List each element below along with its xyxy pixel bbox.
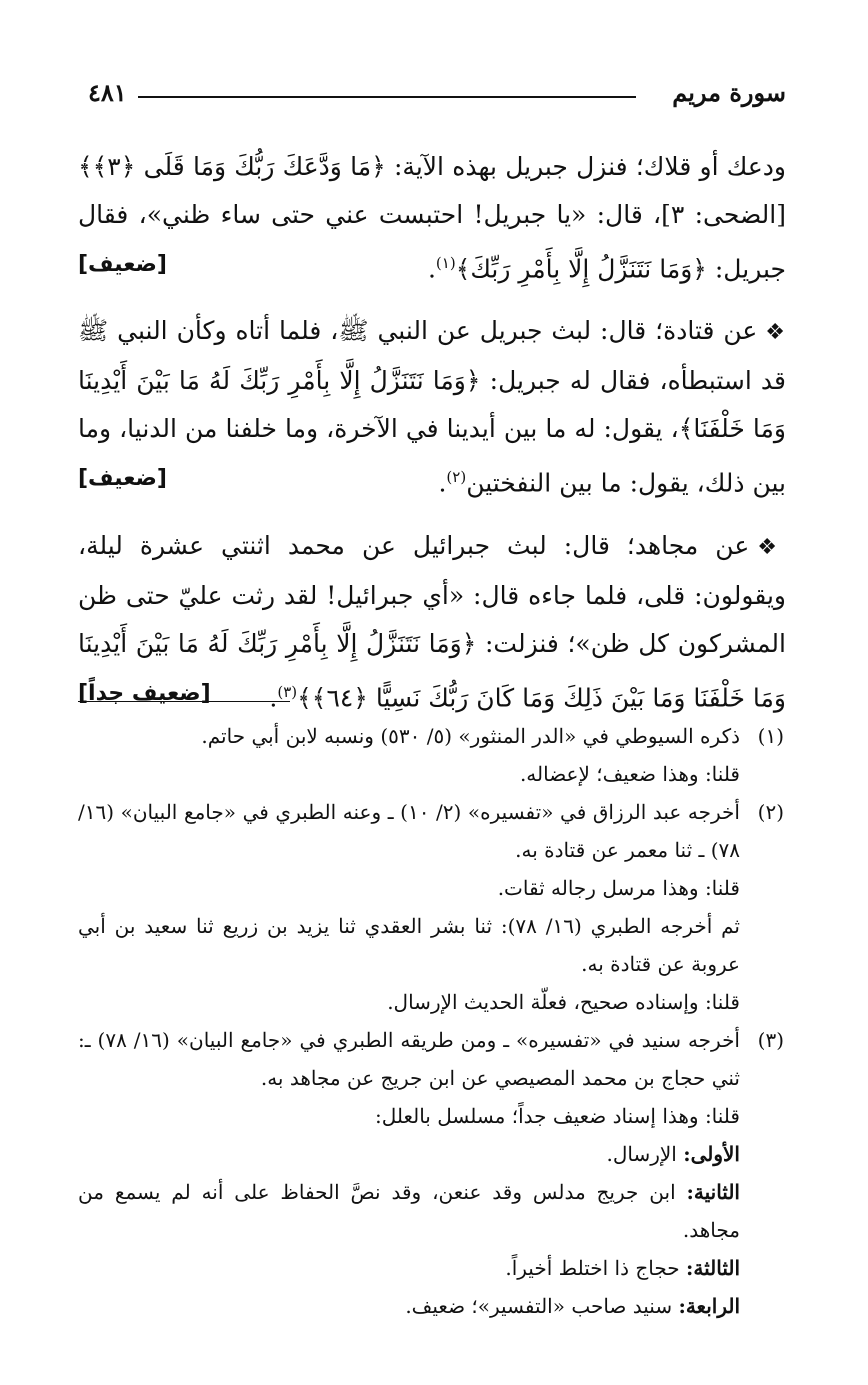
text: .: [269, 682, 278, 712]
item-text: حجاج ذا اختلط أخيراً.: [505, 1256, 686, 1280]
hadith-grade: [ضعيف]: [78, 466, 167, 492]
bullet-icon: ❖: [765, 320, 786, 346]
running-header: [88, 74, 786, 114]
item-label: الرابعة:: [678, 1294, 740, 1318]
footnote-line: قلنا: وهذا إسناد ضعيف جداً؛ مسلسل بالعلل:: [374, 1104, 740, 1128]
footnote-item: [78, 1249, 740, 1287]
footnote-line: قلنا: وهذا مرسل رجاله ثقات.: [497, 876, 740, 900]
text: .: [438, 468, 447, 498]
item-text: الإرسال.: [606, 1142, 684, 1166]
paragraph-3: [78, 522, 786, 722]
hadith-grade: [ضعيف]: [78, 252, 167, 277]
footnote-line: أخرجه عبد الرزاق في «تفسيره» (٢/ ١٠) ـ وعنه الطبري في «جامع البيان» (١٦/ ٧٨) ـ ثنا معمر عن قتادة به.: [78, 800, 740, 862]
footnote-separator: [78, 701, 290, 702]
footnote-line: ذكره السيوطي في «الدر المنثور» (٥/ ٥٣٠) ونسبه لابن أبي حاتم.: [201, 724, 740, 748]
main-text: [78, 143, 786, 736]
surah-title: سورة مريم: [672, 78, 786, 107]
footnote-item: [78, 1287, 740, 1325]
paragraph-2: [78, 307, 786, 507]
footnote-line: قلنا: وإسناده صحيح، فعلّة الحديث الإرسال.: [387, 990, 740, 1014]
footnote-3: [78, 1021, 784, 1325]
footnote-ref: (٣): [277, 682, 298, 701]
item-text: ابن جريج مدلس وقد عنعن، وقد نصَّ الحفاظ على أنه لم يسمع من مجاهد.: [78, 1180, 740, 1242]
quran-verse: ﴿مَا وَدَّعَكَ رَبُّكَ وَمَا قَلَى ﴿٣﴾﴾: [78, 152, 386, 181]
quran-verse: ﴿وَمَا نَتَنَزَّلُ إِلَّا بِأَمْرِ رَبِّكَ لَهُ مَا بَيْنَ أَيْدِينَا وَمَا خَلْفَنَا﴾: [78, 366, 786, 444]
footnote-1: [78, 717, 784, 793]
text: ، يقول: له ما بين أيدينا في الآخرة، وما خلفنا من الدنيا، وما بين ذلك، يقول: ما بين النفختين: [78, 414, 786, 498]
text: عن مجاهد؛ قال: لبث جبرائيل عن محمد اثنتي عشرة ليلة، ويقولون: قلى، فلما جاءه قال: «أي جبرائيل! لقد رثت عليّ حتى ظن المشركون كل ظن»؛ فنزلت:: [78, 530, 786, 658]
footnote-ref: (٢): [446, 468, 467, 487]
hadith-grade: [ضعيف جداً]: [78, 680, 211, 706]
footnote-2: [78, 793, 784, 1021]
footnote-line: ثم أخرجه الطبري (١٦/ ٧٨): ثنا بشر العقدي ثنا يزيد بن زريع ثنا سعيد بن أبي عروبة عن قتادة به.: [78, 914, 740, 976]
footnote-item: [78, 1173, 740, 1249]
item-text: سنيد صاحب «التفسير»؛ ضعيف.: [405, 1294, 679, 1318]
item-label: الثانية:: [686, 1180, 740, 1204]
text: .: [427, 254, 436, 284]
footnote-item: [78, 1135, 740, 1173]
item-label: الأولى:: [683, 1142, 740, 1166]
text: ودعك أو قلاك؛ فنزل جبريل بهذه الآية:: [385, 152, 786, 181]
footnote-line: قلنا: وهذا ضعيف؛ لإعضاله.: [519, 762, 740, 786]
paragraph-1: [78, 143, 786, 293]
footnote-number: (٣): [757, 1028, 784, 1052]
footnote-ref: (١): [435, 254, 456, 272]
footnotes: [78, 717, 784, 1325]
header-rule: [138, 96, 636, 98]
bullet-icon: ❖: [757, 534, 786, 560]
page-number: ٤٨١: [88, 78, 127, 107]
quran-verse: ﴿وَمَا نَتَنَزَّلُ إِلَّا بِأَمْرِ رَبِّكَ﴾: [455, 254, 707, 284]
quran-verse: ﴿وَمَا نَتَنَزَّلُ إِلَّا بِأَمْرِ رَبِّكَ لَهُ مَا بَيْنَ أَيْدِينَا وَمَا خَلْفَنَا وَمَا بَيْنَ ذَلِكَ وَمَا كَانَ رَبُّكَ نَسِيًّا ﴿٦٤﴾﴾: [78, 628, 786, 712]
text: عن قتادة؛ قال: لبث جبريل عن النبي ﷺ، فلما أتاه وكأن النبي ﷺ قد استبطأه، فقال له جبريل:: [78, 316, 786, 396]
text: [الضحى: ٣]، قال: «يا جبريل! احتبست عني حتى ساء ظني»، فقال جبريل:: [78, 200, 786, 284]
item-label: الثالثة:: [685, 1256, 740, 1280]
footnote-line: أخرجه سنيد في «تفسيره» ـ ومن طريقه الطبري في «جامع البيان» (١٦/ ٧٨) ـ: ثني حجاج بن محمد المصيصي عن ابن جريج عن مجاهد به.: [78, 1028, 740, 1090]
footnote-number: (٢): [757, 800, 784, 824]
footnote-number: (١): [757, 724, 784, 748]
